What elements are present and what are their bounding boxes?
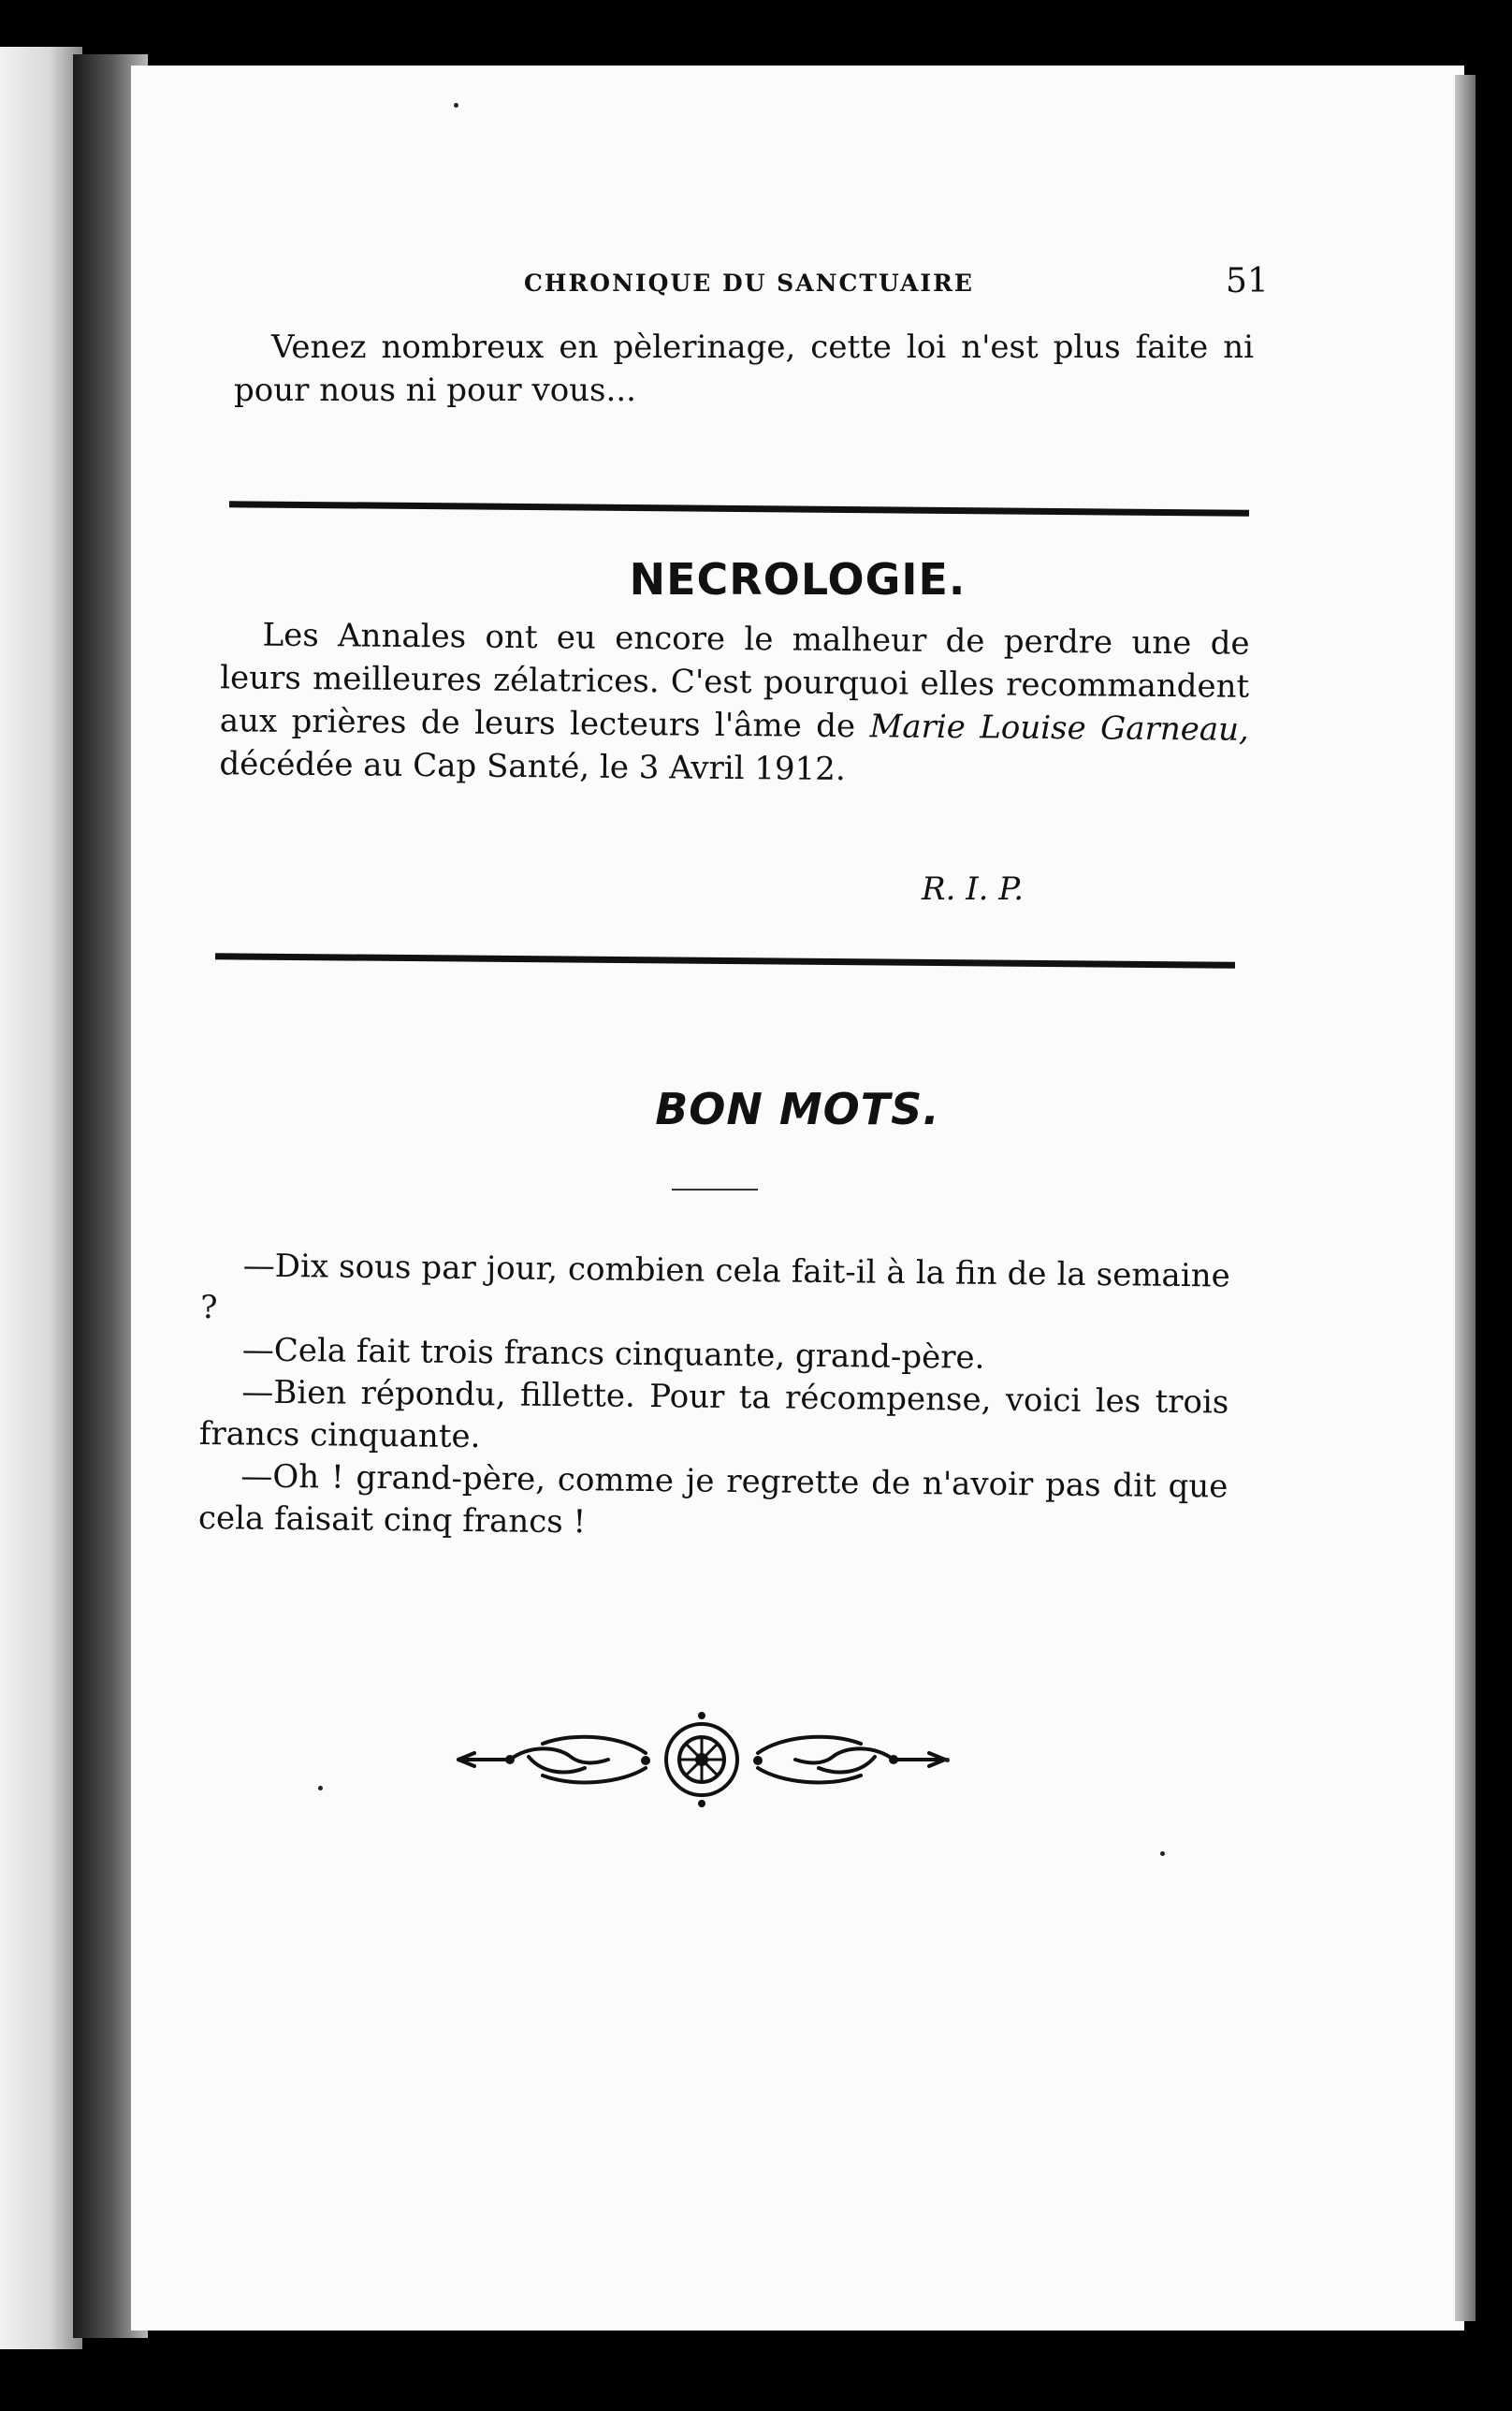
necrologie-paragraph [219, 613, 1250, 795]
intro-paragraph: Venez nombreux en pèlerinage, cette loi n'est plus faite ni pour nous ni pour vous... [234, 329, 1254, 409]
running-title: CHRONIQUE DU SANCTUAIRE [524, 270, 974, 297]
bon-mots-heading: BON MOTS. [655, 1084, 940, 1134]
necrologie-heading: NECROLOGIE. [629, 554, 967, 605]
necrologie-text-start: Les Annales ont eu encore le malheur de perdre une de leurs meilleures zélatrices. C'est pourquoi elles recommandent aux prières de leurs lecteurs l'âme de [219, 616, 1250, 746]
necrologie-text-end: décédée au Cap Santé, le 3 Avril 1912. [219, 745, 846, 789]
decorative-ornament-icon [454, 1708, 950, 1811]
bon-mots-dialogue [198, 1245, 1230, 1551]
rip-signoff: R. I. P. [922, 870, 1025, 908]
running-head [131, 262, 1464, 309]
paper-speck [318, 1786, 323, 1790]
page-number: 51 [1226, 262, 1269, 300]
book-page [131, 66, 1464, 2331]
paper-speck [454, 103, 458, 108]
right-page-edge [1455, 75, 1476, 2321]
short-divider [672, 1189, 758, 1191]
dialogue-line: —Bien répondu, fillette. Pour ta récompense, voici les trois francs cinquante. [198, 1373, 1229, 1456]
dialogue-line: —Oh ! grand-père, comme je regrette de n'avoir pas dit que cela faisait cinq francs ! [197, 1457, 1228, 1542]
section-rule-top [229, 501, 1249, 517]
paper-speck [945, 1758, 950, 1762]
section-rule-bottom [215, 953, 1235, 969]
dialogue-line: —Cela fait trois francs cinquante, grand-père. [241, 1331, 985, 1377]
left-page-edge [0, 47, 82, 2349]
paper-speck [1160, 1851, 1165, 1856]
dialogue-line: —Dix sous par jour, combien cela fait-il à la fin de la semaine ? [200, 1247, 1230, 1327]
deceased-name: Marie Louise Garneau, [869, 708, 1249, 749]
